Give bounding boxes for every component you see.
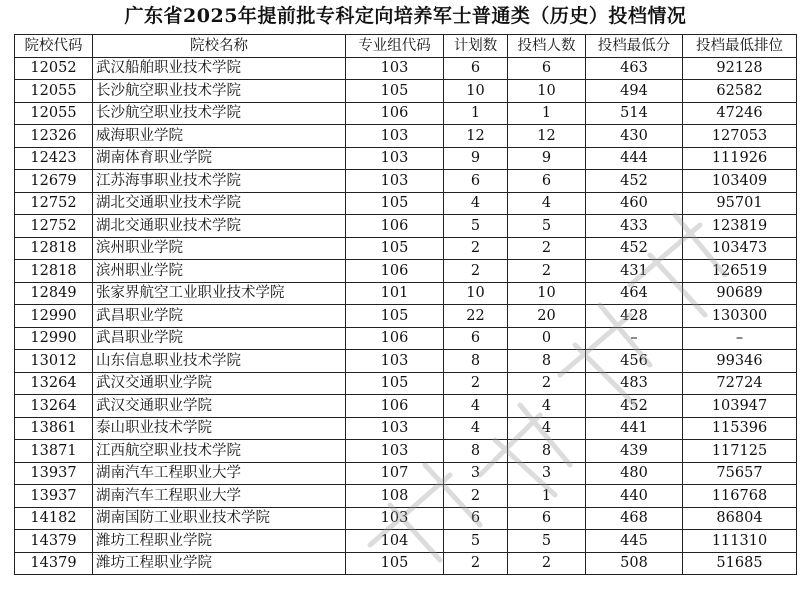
table-cell: 14379 <box>15 530 93 553</box>
table-cell: 湖北交通职业技术学院 <box>93 215 346 238</box>
table-cell: 430 <box>586 125 683 148</box>
table-cell: 4 <box>444 395 508 418</box>
table-cell: 51685 <box>683 552 797 575</box>
table-cell: 武昌职业学院 <box>93 327 346 350</box>
table-row <box>15 305 797 328</box>
table-cell: 111310 <box>683 530 797 553</box>
table-cell: 8 <box>444 350 508 373</box>
table-cell: 1 <box>508 485 586 508</box>
table-cell: 张家界航空工业职业技术学院 <box>93 282 346 305</box>
table-cell: 444 <box>586 147 683 170</box>
table-row <box>15 260 797 283</box>
table-cell: 潍坊工程职业学院 <box>93 530 346 553</box>
table-body <box>15 57 797 575</box>
table-cell: 13264 <box>15 372 93 395</box>
table-cell: 103947 <box>683 395 797 418</box>
table-cell: 4 <box>508 395 586 418</box>
table-cell: 90689 <box>683 282 797 305</box>
table-cell: 103 <box>346 125 444 148</box>
table-cell: 12052 <box>15 57 93 80</box>
table-cell: 12 <box>508 125 586 148</box>
table-row <box>15 552 797 575</box>
table-cell: 441 <box>586 417 683 440</box>
table-cell: 480 <box>586 462 683 485</box>
table-cell: 潍坊工程职业学院 <box>93 552 346 575</box>
table-cell: 泰山职业技术学院 <box>93 417 346 440</box>
table-cell: 1 <box>508 102 586 125</box>
table-cell: 123819 <box>683 215 797 238</box>
table-cell: 6 <box>444 507 508 530</box>
table-cell: 103 <box>346 507 444 530</box>
table-cell: 湖南汽车工程职业大学 <box>93 485 346 508</box>
table-cell: 86804 <box>683 507 797 530</box>
table-row <box>15 237 797 260</box>
table-cell: 0 <box>508 327 586 350</box>
table-cell: 滨州职业学院 <box>93 260 346 283</box>
table-row <box>15 372 797 395</box>
table-cell: 江西航空职业技术学院 <box>93 440 346 463</box>
table-cell: 2 <box>508 372 586 395</box>
table-cell: 106 <box>346 102 444 125</box>
column-header: 专业组代码 <box>346 35 444 58</box>
table-cell: 江苏海事职业技术学院 <box>93 170 346 193</box>
table-cell: 4 <box>444 192 508 215</box>
table-cell: 105 <box>346 372 444 395</box>
table-cell: 116768 <box>683 485 797 508</box>
table-cell: 2 <box>444 552 508 575</box>
table-cell: 湖北交通职业技术学院 <box>93 192 346 215</box>
table-row <box>15 440 797 463</box>
table-cell: 106 <box>346 215 444 238</box>
table-cell: 12752 <box>15 192 93 215</box>
table-cell: 滨州职业学院 <box>93 237 346 260</box>
table-cell: 117125 <box>683 440 797 463</box>
table-cell: 103 <box>346 417 444 440</box>
table-row <box>15 80 797 103</box>
table-cell: 12423 <box>15 147 93 170</box>
column-header: 投档最低分 <box>586 35 683 58</box>
table-cell: 13264 <box>15 395 93 418</box>
admission-table <box>14 34 797 575</box>
table-cell: 47246 <box>683 102 797 125</box>
table-cell: 10 <box>444 282 508 305</box>
table-cell: 武汉交通职业学院 <box>93 372 346 395</box>
table-row <box>15 215 797 238</box>
table-cell: 12990 <box>15 327 93 350</box>
table-cell: 105 <box>346 192 444 215</box>
table-cell: 12 <box>444 125 508 148</box>
table-cell: 武昌职业学院 <box>93 305 346 328</box>
table-cell: 12326 <box>15 125 93 148</box>
table-cell: 108 <box>346 485 444 508</box>
table-cell: 8 <box>508 440 586 463</box>
table-cell: 12990 <box>15 305 93 328</box>
table-cell: 3 <box>508 462 586 485</box>
table-cell: 22 <box>444 305 508 328</box>
table-cell: 99346 <box>683 350 797 373</box>
table-cell: 2 <box>508 552 586 575</box>
table-cell: 514 <box>586 102 683 125</box>
table-cell: 483 <box>586 372 683 395</box>
table-row <box>15 282 797 305</box>
table-row <box>15 485 797 508</box>
table-cell: 72724 <box>683 372 797 395</box>
column-header: 院校代码 <box>15 35 93 58</box>
table-cell: 12818 <box>15 237 93 260</box>
table-cell: 508 <box>586 552 683 575</box>
table-cell: 14379 <box>15 552 93 575</box>
table-cell: 8 <box>508 350 586 373</box>
table-cell: 3 <box>444 462 508 485</box>
table-cell: 5 <box>508 215 586 238</box>
table-cell: 106 <box>346 395 444 418</box>
table-cell: 10 <box>508 80 586 103</box>
table-cell: – <box>586 327 683 350</box>
table-cell: 130300 <box>683 305 797 328</box>
table-cell: 105 <box>346 552 444 575</box>
table-cell: 湖南体育职业学院 <box>93 147 346 170</box>
table-cell: 4 <box>508 417 586 440</box>
column-header: 投档人数 <box>508 35 586 58</box>
table-cell: 5 <box>444 530 508 553</box>
table-cell: 456 <box>586 350 683 373</box>
table-cell: 5 <box>444 215 508 238</box>
table-cell: 6 <box>444 170 508 193</box>
table-cell: 106 <box>346 327 444 350</box>
table-cell: 12849 <box>15 282 93 305</box>
table-cell: 115396 <box>683 417 797 440</box>
table-row <box>15 530 797 553</box>
table-cell: 13871 <box>15 440 93 463</box>
table-cell: 103409 <box>683 170 797 193</box>
table-cell: 湖南汽车工程职业大学 <box>93 462 346 485</box>
table-cell: 2 <box>444 485 508 508</box>
table-row <box>15 350 797 373</box>
table-cell: 12055 <box>15 102 93 125</box>
table-row <box>15 417 797 440</box>
table-cell: 4 <box>508 192 586 215</box>
table-cell: 12055 <box>15 80 93 103</box>
table-cell: 6 <box>508 170 586 193</box>
table-cell: 105 <box>346 305 444 328</box>
table-cell: 1 <box>444 102 508 125</box>
table-cell: 6 <box>444 327 508 350</box>
table-cell: 长沙航空职业技术学院 <box>93 80 346 103</box>
table-row <box>15 147 797 170</box>
table-cell: 101 <box>346 282 444 305</box>
table-cell: 6 <box>508 507 586 530</box>
table-cell: 20 <box>508 305 586 328</box>
table-cell: 463 <box>586 57 683 80</box>
table-cell: 5 <box>508 530 586 553</box>
table-cell: 12752 <box>15 215 93 238</box>
table-cell: 12818 <box>15 260 93 283</box>
table-cell: 13861 <box>15 417 93 440</box>
table-cell: 452 <box>586 395 683 418</box>
table-row <box>15 462 797 485</box>
table-cell: 9 <box>508 147 586 170</box>
table-cell: 2 <box>508 237 586 260</box>
table-cell: 468 <box>586 507 683 530</box>
table-cell: 9 <box>444 147 508 170</box>
table-row <box>15 57 797 80</box>
table-cell: 92128 <box>683 57 797 80</box>
table-row <box>15 102 797 125</box>
table-cell: 126519 <box>683 260 797 283</box>
table-row <box>15 395 797 418</box>
table-cell: 75657 <box>683 462 797 485</box>
table-cell: 103473 <box>683 237 797 260</box>
table-cell: 103 <box>346 350 444 373</box>
table-cell: 6 <box>444 57 508 80</box>
table-cell: 2 <box>508 260 586 283</box>
table-cell: 103 <box>346 170 444 193</box>
table-cell: 6 <box>508 57 586 80</box>
table-cell: 武汉交通职业学院 <box>93 395 346 418</box>
table-cell: 武汉船舶职业技术学院 <box>93 57 346 80</box>
table-cell: 95701 <box>683 192 797 215</box>
table-cell: 464 <box>586 282 683 305</box>
table-cell: 105 <box>346 80 444 103</box>
table-cell: 62582 <box>683 80 797 103</box>
table-cell: 10 <box>444 80 508 103</box>
table-cell: 452 <box>586 170 683 193</box>
table-cell: 105 <box>346 237 444 260</box>
table-cell: 10 <box>508 282 586 305</box>
table-cell: 2 <box>444 372 508 395</box>
table-cell: 103 <box>346 440 444 463</box>
table-cell: 12679 <box>15 170 93 193</box>
table-cell: 威海职业学院 <box>93 125 346 148</box>
table-cell: 452 <box>586 237 683 260</box>
table-cell: 13937 <box>15 462 93 485</box>
table-row <box>15 125 797 148</box>
table-cell: 428 <box>586 305 683 328</box>
table-cell: 445 <box>586 530 683 553</box>
table-cell: 433 <box>586 215 683 238</box>
table-cell: 104 <box>346 530 444 553</box>
table-cell: 107 <box>346 462 444 485</box>
table-cell: 13937 <box>15 485 93 508</box>
table-cell: 4 <box>444 417 508 440</box>
table-cell: 103 <box>346 57 444 80</box>
table-cell: 111926 <box>683 147 797 170</box>
table-row <box>15 192 797 215</box>
table-cell: 460 <box>586 192 683 215</box>
table-row <box>15 507 797 530</box>
table-row <box>15 327 797 350</box>
table-cell: – <box>683 327 797 350</box>
table-cell: 2 <box>444 260 508 283</box>
table-cell: 106 <box>346 260 444 283</box>
table-cell: 湖南国防工业职业技术学院 <box>93 507 346 530</box>
table-cell: 8 <box>444 440 508 463</box>
column-header: 院校名称 <box>93 35 346 58</box>
table-cell: 13012 <box>15 350 93 373</box>
table-row <box>15 170 797 193</box>
table-cell: 2 <box>444 237 508 260</box>
column-header: 投档最低排位 <box>683 35 797 58</box>
table-header-row <box>15 35 797 58</box>
table-cell: 439 <box>586 440 683 463</box>
table-cell: 127053 <box>683 125 797 148</box>
table-cell: 14182 <box>15 507 93 530</box>
table-cell: 103 <box>346 147 444 170</box>
table-cell: 494 <box>586 80 683 103</box>
column-header: 计划数 <box>444 35 508 58</box>
table-cell: 山东信息职业技术学院 <box>93 350 346 373</box>
table-cell: 长沙航空职业技术学院 <box>93 102 346 125</box>
table-cell: 431 <box>586 260 683 283</box>
table-cell: 440 <box>586 485 683 508</box>
page-title: 广东省2025年提前批专科定向培养军士普通类（历史）投档情况 <box>124 5 687 27</box>
